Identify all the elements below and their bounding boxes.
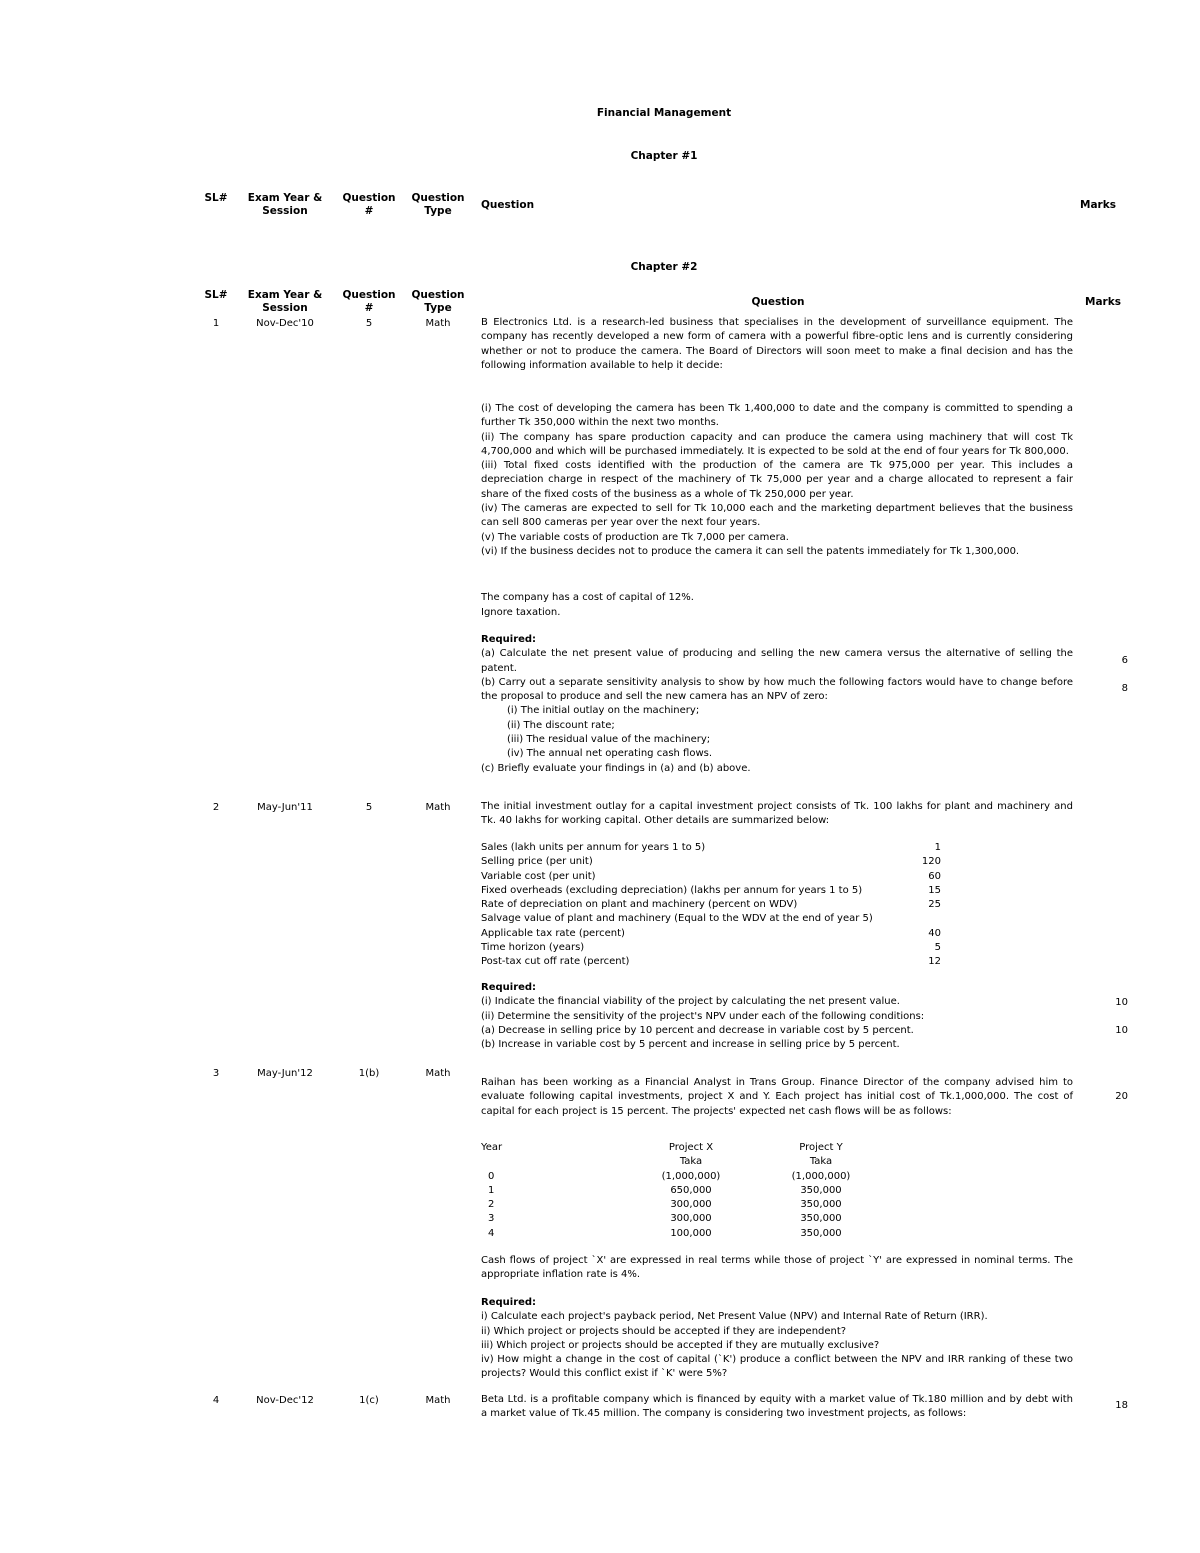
ch2-header-qno: Question # (342, 289, 396, 314)
detail-label: Applicable tax rate (percent) (481, 927, 625, 939)
detail-value: 40 (928, 927, 941, 939)
ch1-header-marks: Marks (1080, 199, 1116, 211)
row-qno: 5 (365, 802, 373, 813)
row-sl: 3 (212, 1068, 220, 1079)
cell-y: 350,000 (800, 1213, 842, 1225)
ch2-header-sl: SL# (204, 289, 228, 301)
cell-x: 100,000 (670, 1227, 712, 1239)
ch1-header-sl: SL# (204, 192, 228, 204)
col-x-unit: Taka (679, 1156, 703, 1168)
ch1-header-question: Question (481, 199, 535, 211)
row-sl: 1 (212, 318, 220, 329)
col-year-header: Year (481, 1142, 503, 1153)
fact-list (481, 402, 1073, 559)
ch1-header-qno: Question # (342, 192, 396, 217)
detail-row (481, 941, 951, 955)
requirement-item: i) Calculate each project's payback period, Net Present Value (NPV) and Internal Rate of Return (IRR). (481, 1311, 988, 1323)
row-exam: Nov-Dec'10 (256, 318, 314, 329)
question-intro: The initial investment outlay for a capital investment project consists of Tk. 100 lakhs for plant and machinery and Tk. 40 lakhs for working capital. Other details are summarized below: (481, 801, 1073, 827)
requirements (481, 1296, 1073, 1382)
requirement-c: (c) Briefly evaluate your findings in (a) and (b) above. (481, 762, 751, 774)
detail-value: 5 (934, 942, 941, 954)
row-sl: 2 (212, 802, 220, 813)
col-y-unit: Taka (809, 1156, 833, 1168)
table-row (481, 1227, 901, 1241)
row-exam: May-Jun'11 (257, 802, 313, 813)
requirement-b-item: (iv) The annual net operating cash flows. (507, 748, 713, 760)
detail-label: Selling price (per unit) (481, 856, 593, 868)
requirement-b-item: (iii) The residual value of the machinery; (507, 734, 711, 746)
cell-y: 350,000 (800, 1184, 842, 1196)
detail-row (481, 927, 951, 941)
marks-value: 8 (1121, 683, 1128, 694)
requirement-b: (b) Carry out a separate sensitivity analysis to show by how much the following factors would have to change before the proposal to produce and sell the new camera has an NPV of zero: (481, 676, 1073, 703)
row-sl: 4 (212, 1395, 220, 1406)
requirements (481, 633, 1073, 776)
requirement-b-item: (ii) The discount rate; (507, 719, 615, 731)
cell-year: 1 (488, 1184, 495, 1196)
ch2-header-question: Question (751, 296, 805, 308)
requirement-i: (i) Indicate the financial viability of the project by calculating the net present value. (481, 996, 900, 1008)
row-qtype: Math (425, 1068, 451, 1079)
question-intro: Beta Ltd. is a profitable company which is financed by equity with a market value of Tk.180 million and by debt with a market value of Tk.45 million. The company is considering two investment projects, as follows: (481, 1394, 1073, 1420)
detail-label: Variable cost (per unit) (481, 870, 596, 882)
marks-value: 10 (1115, 997, 1128, 1008)
cell-y: (1,000,000) (791, 1170, 851, 1182)
detail-row (481, 841, 951, 855)
row-qtype: Math (425, 318, 451, 329)
detail-value: 120 (921, 856, 941, 868)
cell-y: 350,000 (800, 1199, 842, 1211)
cell-year: 2 (488, 1199, 495, 1211)
marks-value: 6 (1121, 655, 1128, 666)
requirement-item: iii) Which project or projects should be accepted if they are mutually exclusive? (481, 1339, 880, 1351)
requirement-b-item: (i) The initial outlay on the machinery; (507, 705, 700, 717)
row-qno: 1(c) (359, 1395, 379, 1406)
requirement-item: iv) How might a change in the cost of capital (`K') produce a conflict between the NPV and IRR ranking of these two projects? Would this conflict exist if `K' were 5%? (481, 1354, 1073, 1380)
detail-value: 1 (934, 842, 941, 853)
cell-x: 650,000 (670, 1184, 712, 1196)
fact-item: (iii) Total fixed costs identified with the production of the camera are Tk 975,000 per year. This includes a depreciation charge in respect of the machinery of Tk 75,000 per year and a charge allocated to represent a fair share of the fixed costs of the business as a whole of Tk 250,000 per year. (481, 460, 1073, 500)
inflation-note: Cash flows of project `X' are expressed in real terms while those of project `Y' are expressed in nominal terms. The appropriate inflation rate is 4%. (481, 1255, 1073, 1281)
cash-flow-table (481, 1141, 901, 1241)
detail-row (481, 855, 951, 869)
document-title: Financial Management (596, 107, 732, 119)
table-row (481, 1170, 901, 1184)
requirement-a: (a) Calculate the net present value of producing and selling the new camera versus the alternative of selling the patent. (481, 648, 1073, 674)
cell-year: 3 (488, 1213, 495, 1225)
cell-y: 350,000 (800, 1227, 842, 1239)
requirement-item: ii) Which project or projects should be accepted if they are independent? (481, 1325, 847, 1337)
required-label: Required: (481, 982, 537, 993)
requirement-b: (b) Increase in variable cost by 5 percent and increase in selling price by 5 percent. (481, 1039, 900, 1051)
col-y-header: Project Y (799, 1142, 843, 1153)
ch2-header-qtype: Question Type (411, 289, 465, 314)
detail-label: Fixed overheads (excluding depreciation) (lakhs per annum for years 1 to 5) (481, 884, 863, 896)
detail-label: Time horizon (years) (481, 942, 585, 954)
detail-value: 12 (928, 956, 941, 968)
requirement-ii: (ii) Determine the sensitivity of the project's NPV under each of the following conditions: (481, 1010, 925, 1022)
question-intro: B Electronics Ltd. is a research-led business that specialises in the development of surveillance equipment. The company has recently developed a new form of camera with a powerful fibre-optic lens and is currently considering whether or not to produce the camera. The Board of Directors will soon meet to make a final decision and has the following information available to help it decide: (481, 317, 1073, 371)
question-intro: Raihan has been working as a Financial Analyst in Trans Group. Finance Director of the company advised him to evaluate following capital investments, project X and Y. Each project has initial cost of Tk.1,000,000. The cost of capital for each project is 15 percent. The projects' expected net cash flows will be as follows: (481, 1077, 1073, 1117)
detail-row (481, 870, 951, 884)
fact-item: (vi) If the business decides not to produce the camera it can sell the patents immediately for Tk 1,300,000. (481, 545, 1020, 557)
detail-value: 25 (928, 899, 941, 911)
detail-value: 60 (928, 870, 941, 882)
col-x-header: Project X (668, 1142, 714, 1153)
row-qno: 1(b) (358, 1068, 380, 1079)
ch1-header-qtype: Question Type (411, 192, 465, 217)
cell-x: 300,000 (670, 1199, 712, 1211)
ch1-header-exam: Exam Year & Session (247, 192, 323, 217)
fact-item: (v) The variable costs of production are Tk 7,000 per camera. (481, 531, 789, 543)
ch2-header-exam: Exam Year & Session (247, 289, 323, 314)
table-row (481, 1212, 901, 1226)
cell-x: 300,000 (670, 1213, 712, 1225)
detail-row (481, 898, 951, 912)
chapter-1-heading: Chapter #1 (630, 150, 698, 162)
fact-item: (iv) The cameras are expected to sell for Tk 10,000 each and the marketing department believes that the business can sell 800 cameras per year over the next four years. (481, 503, 1073, 529)
detail-label: Salvage value of plant and machinery (Equal to the WDV at the end of year 5) (481, 913, 873, 925)
fact-item: (ii) The company has spare production capacity and can produce the camera using machinery that will cost Tk 4,700,000 and which will be purchased immediately. It is expected to be sold at the end of four years for Tk 800,000. (481, 431, 1073, 457)
ch2-header-marks: Marks (1085, 296, 1121, 308)
detail-row (481, 912, 951, 926)
marks-value: 10 (1115, 1025, 1128, 1036)
fact-item: (i) The cost of developing the camera has been Tk 1,400,000 to date and the company is committed to spending a further Tk 350,000 within the next two months. (481, 403, 1073, 429)
detail-row (481, 884, 951, 898)
table-unit-row (481, 1155, 901, 1169)
details-table (481, 841, 951, 970)
table-row (481, 1184, 901, 1198)
chapter-2-heading: Chapter #2 (630, 261, 698, 273)
required-label: Required: (481, 1297, 537, 1308)
detail-label: Post-tax cut off rate (percent) (481, 956, 630, 968)
row-exam: May-Jun'12 (257, 1068, 313, 1079)
cell-year: 4 (488, 1227, 495, 1239)
detail-label: Sales (lakh units per annum for years 1 to 5) (481, 842, 706, 853)
row-qtype: Math (425, 1395, 451, 1406)
requirement-a: (a) Decrease in selling price by 10 percent and decrease in variable cost by 5 percent. (481, 1024, 914, 1036)
ignore-taxation: Ignore taxation. (481, 607, 561, 618)
cell-x: (1,000,000) (661, 1170, 721, 1182)
detail-row (481, 955, 951, 969)
cost-of-capital: The company has a cost of capital of 12%. (481, 592, 694, 603)
row-qno: 5 (365, 318, 373, 329)
cell-year: 0 (488, 1170, 495, 1182)
detail-label: Rate of depreciation on plant and machinery (percent on WDV) (481, 899, 798, 911)
required-label: Required: (481, 634, 537, 645)
marks-value: 18 (1115, 1400, 1128, 1411)
requirements (481, 981, 1073, 1052)
detail-value: 15 (928, 884, 941, 896)
table-header-row (481, 1141, 901, 1155)
marks-value: 20 (1115, 1091, 1128, 1102)
row-exam: Nov-Dec'12 (256, 1395, 314, 1406)
table-row (481, 1198, 901, 1212)
row-qtype: Math (425, 802, 451, 813)
